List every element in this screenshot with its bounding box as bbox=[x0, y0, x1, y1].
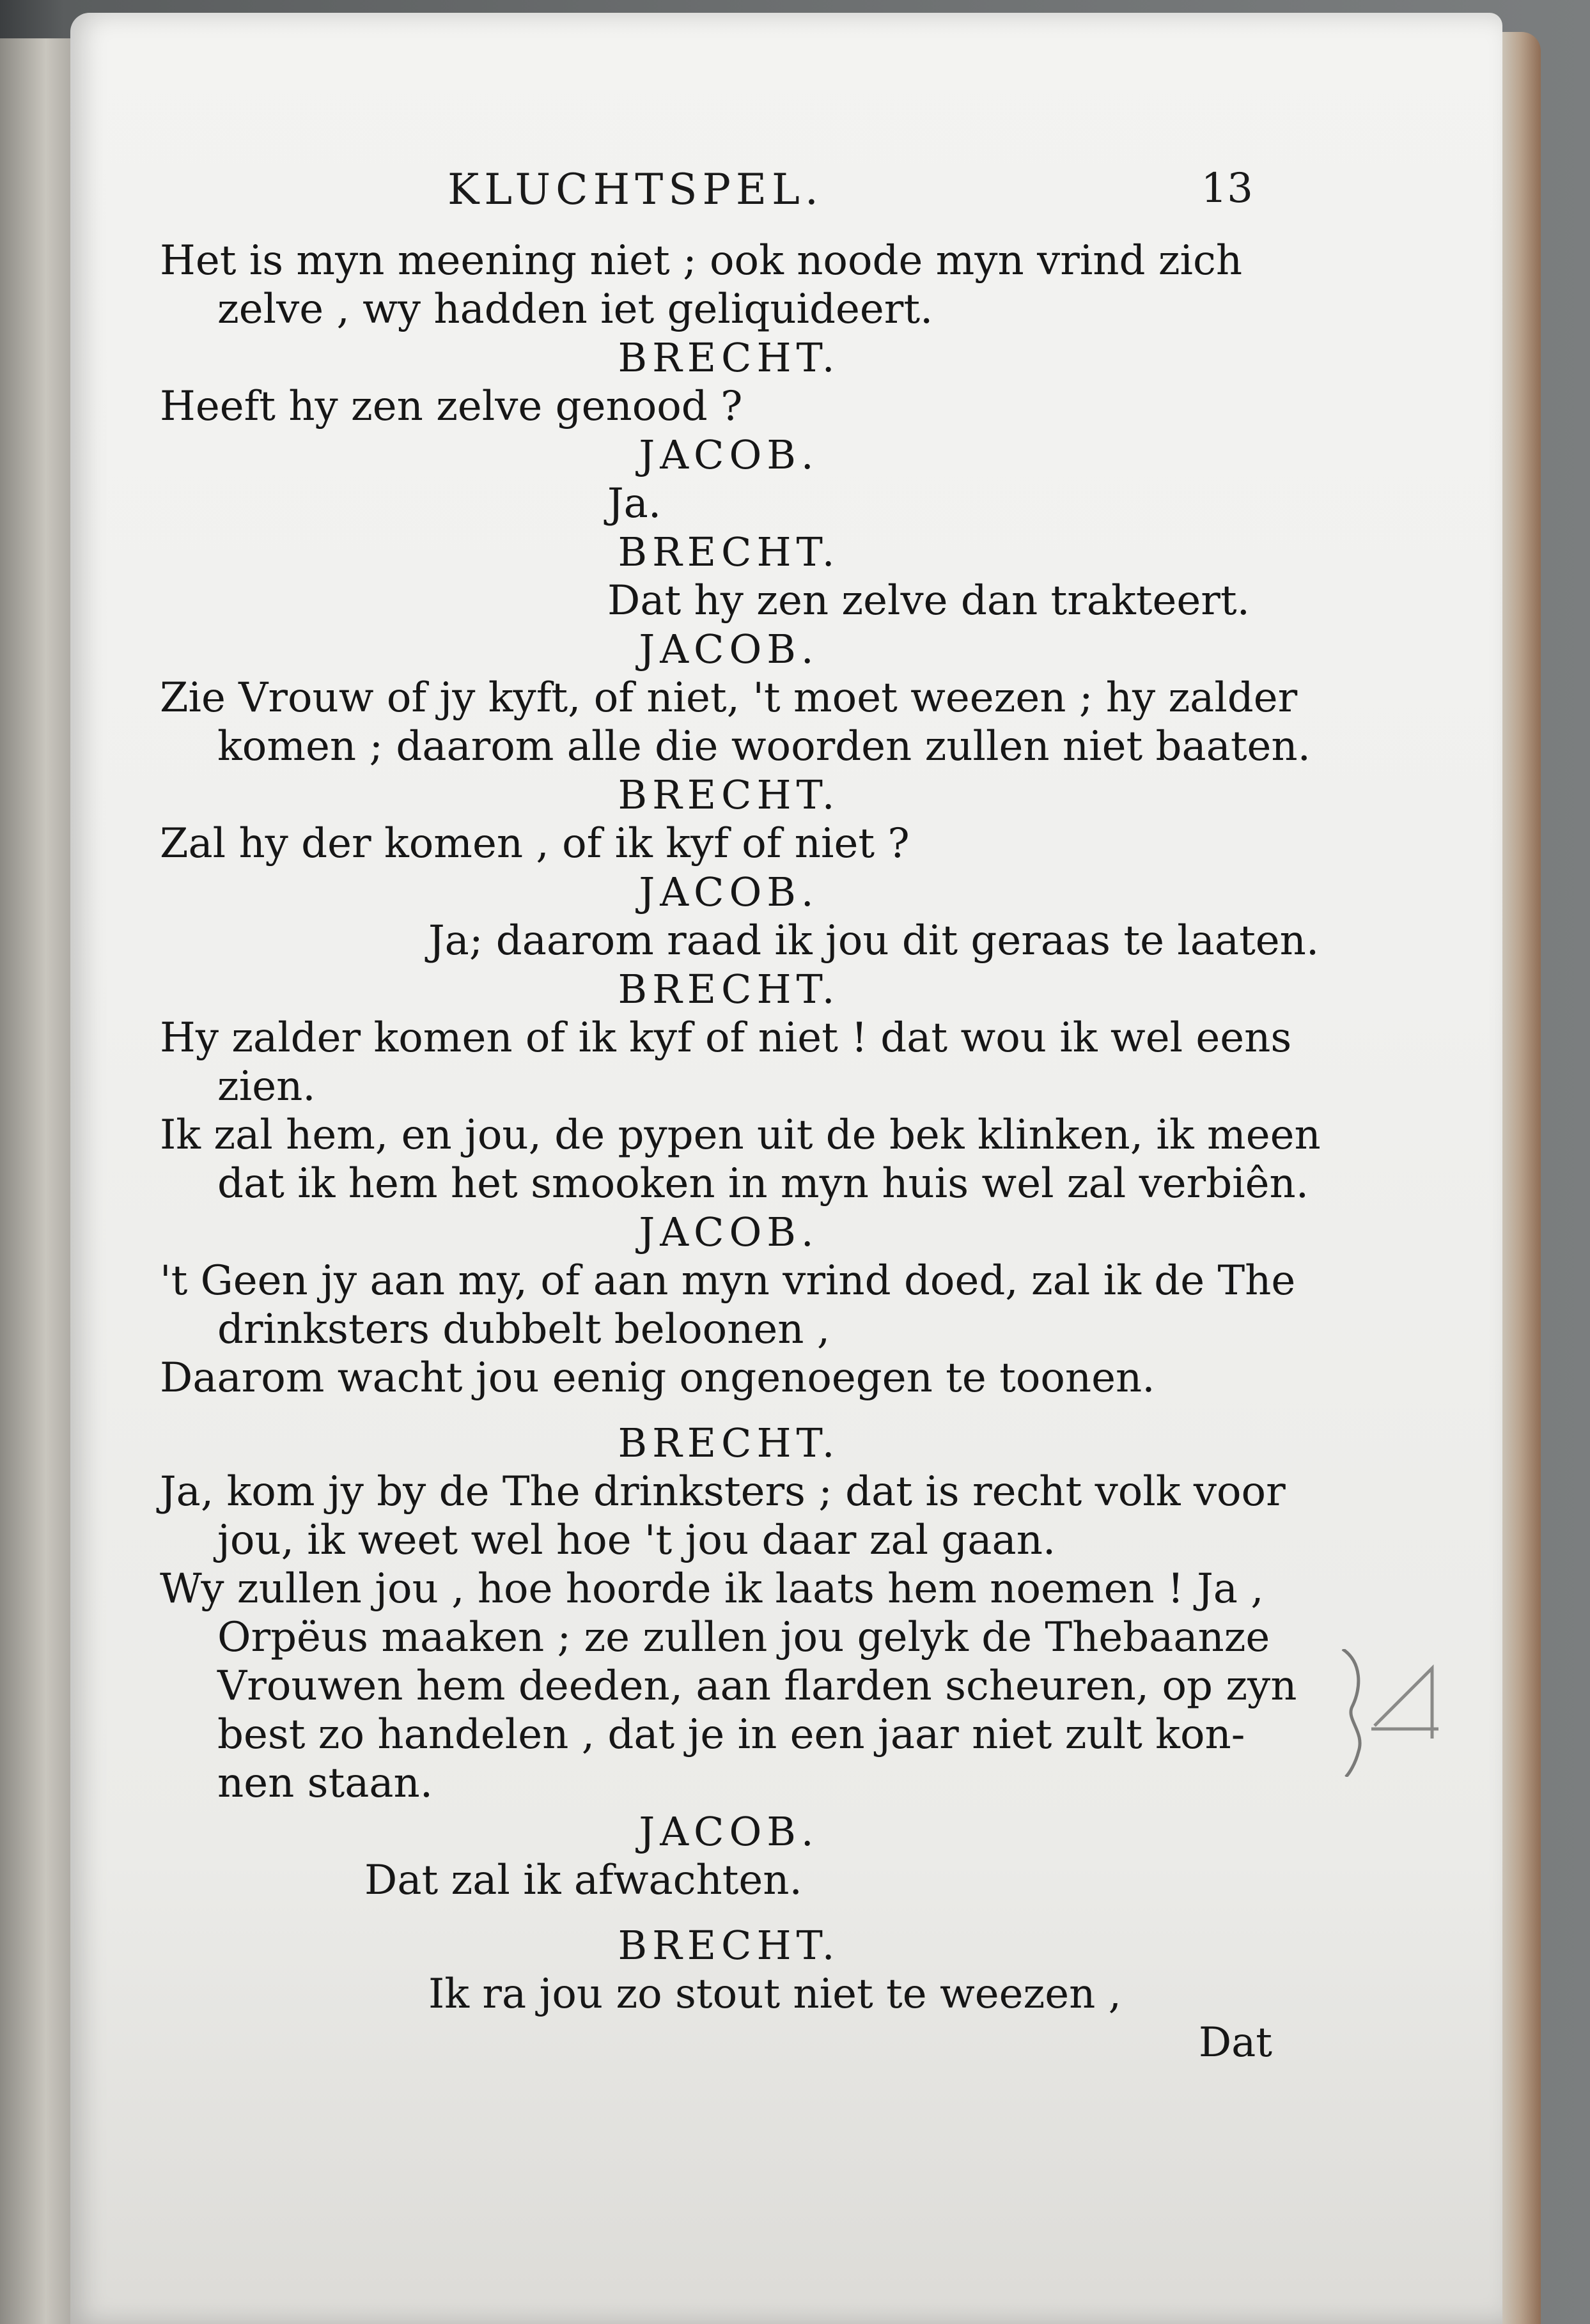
text-line: Orpëus maaken ; ze zullen jou gelyk de Thebaanze bbox=[217, 1614, 1270, 1661]
text-line: Ja, kom jy by de The drinksters ; dat is recht volk voor bbox=[160, 1468, 1286, 1515]
text-line: zien. bbox=[217, 1063, 316, 1110]
text-line: Daarom wacht jou eenig ongenoegen te toonen. bbox=[160, 1354, 1155, 1402]
text-line: Ja; daarom raad ik jou dit geraas te laaten. bbox=[428, 917, 1320, 964]
text-line: Ik ra jou zo stout niet te weezen , bbox=[428, 1971, 1121, 2018]
speaker-name: JACOB. bbox=[639, 626, 819, 672]
speaker-name: JACOB. bbox=[639, 1209, 819, 1255]
speaker-name: BRECHT. bbox=[618, 1420, 840, 1466]
speaker-name: BRECHT. bbox=[618, 334, 840, 381]
page-header bbox=[448, 165, 1253, 235]
speaker-name: BRECHT. bbox=[618, 771, 840, 818]
speaker-name: JACOB. bbox=[639, 431, 819, 478]
text-line: dat ik hem het smooken in myn huis wel zal verbiên. bbox=[217, 1160, 1309, 1207]
text-line: Hy zalder komen of ik kyf of niet ! dat wou ik wel eens bbox=[160, 1014, 1292, 1062]
text-line: Zie Vrouw of jy kyft, of niet, 't moet weezen ; hy zalder bbox=[160, 674, 1298, 722]
speaker-name: BRECHT. bbox=[618, 966, 840, 1012]
text-line: jou, ik weet wel hoe 't jou daar zal gaan. bbox=[217, 1517, 1056, 1564]
text-line: Dat zal ik afwachten. bbox=[364, 1857, 802, 1904]
text-line: Vrouwen hem deeden, aan flarden scheuren, op zyn bbox=[217, 1662, 1297, 1710]
facing-page-edge bbox=[0, 38, 79, 2324]
text-line: Wy zullen jou , hoe hoorde ik laats hem noemen ! Ja , bbox=[160, 1565, 1264, 1613]
pencil-bracket-annotation bbox=[1336, 1649, 1438, 1777]
text-line: zelve , wy hadden iet geliquideert. bbox=[217, 286, 933, 333]
text-line: best zo handelen , dat je in een jaar niet zult kon- bbox=[217, 1711, 1245, 1758]
text-line: Het is myn meening niet ; ook noode myn vrind zich bbox=[160, 237, 1243, 284]
catchword: Dat bbox=[1198, 2019, 1272, 2066]
play-text bbox=[160, 236, 1321, 2067]
text-line: Heeft hy zen zelve genood ? bbox=[160, 383, 743, 430]
text-line: 't Geen jy aan my, of aan myn vrind doed, zal ik de The bbox=[160, 1257, 1296, 1305]
text-line: Ik zal hem, en jou, de pypen uit de bek klinken, ik meen bbox=[160, 1112, 1321, 1159]
text-line: Ja. bbox=[607, 480, 662, 527]
text-line: drinksters dubbelt beloonen , bbox=[217, 1306, 830, 1353]
running-title: KLUCHTSPEL. bbox=[448, 165, 823, 214]
speaker-name: BRECHT. bbox=[618, 1922, 840, 1969]
page-number: 13 bbox=[1201, 165, 1253, 212]
text-line: Zal hy der komen , of ik kyf of niet ? bbox=[160, 820, 910, 867]
text-line: komen ; daarom alle die woorden zullen niet baaten. bbox=[217, 723, 1311, 770]
speaker-name: JACOB. bbox=[639, 1808, 819, 1855]
speaker-name: BRECHT. bbox=[618, 529, 840, 575]
text-line: Dat hy zen zelve dan trakteert. bbox=[607, 577, 1250, 624]
speaker-name: JACOB. bbox=[639, 869, 819, 915]
text-line: nen staan. bbox=[217, 1760, 433, 1807]
